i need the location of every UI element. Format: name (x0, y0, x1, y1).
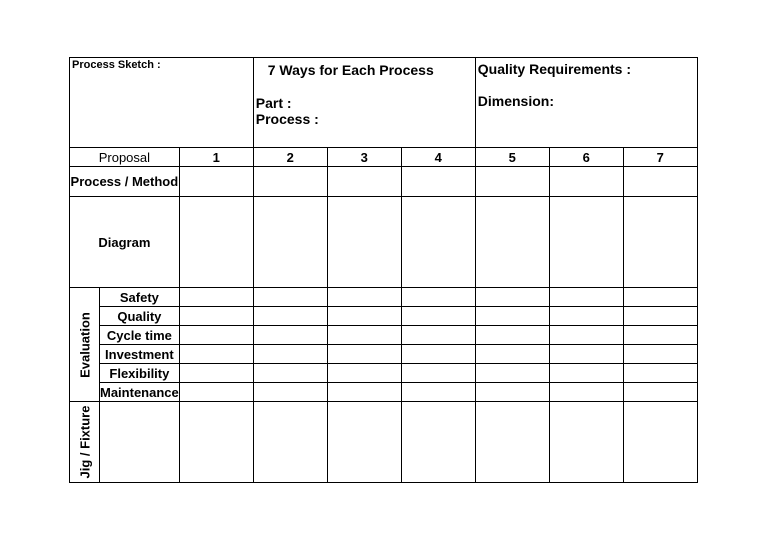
jig-fixture-label: Jig / Fixture (77, 405, 92, 479)
score-cell[interactable] (623, 383, 697, 402)
diagram-cell[interactable] (327, 197, 401, 288)
score-cell[interactable] (623, 364, 697, 383)
jig-fixture-cell[interactable] (623, 402, 697, 483)
diagram-cell[interactable] (475, 197, 549, 288)
header-row (70, 58, 698, 148)
score-cell[interactable] (401, 345, 475, 364)
score-cell[interactable] (401, 364, 475, 383)
criterion-label: Investment (100, 345, 180, 364)
process-method-cell[interactable] (549, 167, 623, 197)
evaluation-row (70, 383, 698, 402)
criterion-label: Quality (100, 307, 180, 326)
score-cell[interactable] (475, 383, 549, 402)
criterion-label: Cycle time (100, 326, 180, 345)
diagram-cell[interactable] (623, 197, 697, 288)
diagram-cell[interactable] (401, 197, 475, 288)
process-method-label: Process / Method (70, 167, 180, 197)
evaluation-row (70, 345, 698, 364)
evaluation-row (70, 326, 698, 345)
criterion-label: Safety (100, 288, 180, 307)
score-cell[interactable] (327, 383, 401, 402)
score-cell[interactable] (475, 307, 549, 326)
score-cell[interactable] (253, 345, 327, 364)
score-cell[interactable] (253, 326, 327, 345)
diagram-label: Diagram (70, 197, 180, 288)
score-cell[interactable] (623, 307, 697, 326)
score-cell[interactable] (327, 364, 401, 383)
process-info-cell[interactable] (253, 58, 475, 148)
jig-fixture-label-cell (70, 402, 100, 483)
evaluation-row (70, 288, 698, 307)
process-method-cell[interactable] (475, 167, 549, 197)
quality-requirements-title: Quality Requirements : (477, 61, 632, 77)
score-cell[interactable] (179, 383, 253, 402)
process-sketch-cell[interactable] (70, 58, 254, 148)
score-cell[interactable] (549, 326, 623, 345)
process-method-cell[interactable] (327, 167, 401, 197)
score-cell[interactable] (475, 364, 549, 383)
proposal-label: Proposal (70, 148, 180, 167)
evaluation-row (70, 364, 698, 383)
score-cell[interactable] (253, 307, 327, 326)
score-cell[interactable] (475, 326, 549, 345)
process-method-cell[interactable] (253, 167, 327, 197)
quality-requirements-cell[interactable] (475, 58, 697, 148)
evaluation-row (70, 307, 698, 326)
proposal-number: 2 (253, 148, 327, 167)
proposal-row (70, 148, 698, 167)
jig-fixture-cell[interactable] (549, 402, 623, 483)
score-cell[interactable] (401, 307, 475, 326)
process-method-cell[interactable] (623, 167, 697, 197)
score-cell[interactable] (179, 326, 253, 345)
score-cell[interactable] (623, 288, 697, 307)
process-method-cell[interactable] (401, 167, 475, 197)
proposal-number: 5 (475, 148, 549, 167)
score-cell[interactable] (401, 383, 475, 402)
score-cell[interactable] (327, 345, 401, 364)
score-cell[interactable] (179, 345, 253, 364)
diagram-cell[interactable] (253, 197, 327, 288)
score-cell[interactable] (179, 288, 253, 307)
score-cell[interactable] (401, 288, 475, 307)
score-cell[interactable] (549, 288, 623, 307)
criterion-label: Maintenance (100, 384, 179, 400)
dimension-label: Dimension: (477, 93, 554, 109)
process-sketch-label: Process Sketch : (72, 59, 161, 71)
score-cell[interactable] (623, 326, 697, 345)
proposal-number: 1 (179, 148, 253, 167)
evaluation-label: Evaluation (77, 311, 92, 378)
score-cell[interactable] (253, 364, 327, 383)
score-cell[interactable] (549, 364, 623, 383)
score-cell[interactable] (179, 307, 253, 326)
jig-fixture-cell[interactable] (253, 402, 327, 483)
jig-fixture-row (70, 402, 698, 483)
score-cell[interactable] (475, 345, 549, 364)
score-cell[interactable] (549, 345, 623, 364)
score-cell[interactable] (179, 364, 253, 383)
process-method-row (70, 167, 698, 197)
process-label: Process : (255, 111, 319, 127)
score-cell[interactable] (253, 288, 327, 307)
jig-fixture-cell[interactable] (327, 402, 401, 483)
diagram-cell[interactable] (179, 197, 253, 288)
proposal-number: 4 (401, 148, 475, 167)
jig-fixture-cell[interactable] (179, 402, 253, 483)
score-cell[interactable] (401, 326, 475, 345)
score-cell[interactable] (327, 326, 401, 345)
jig-fixture-cell[interactable] (401, 402, 475, 483)
process-method-cell[interactable] (179, 167, 253, 197)
jig-fixture-cell[interactable] (475, 402, 549, 483)
part-label: Part : (255, 95, 292, 111)
score-cell[interactable] (253, 383, 327, 402)
evaluation-label-cell (70, 288, 100, 402)
score-cell[interactable] (327, 288, 401, 307)
score-cell[interactable] (475, 288, 549, 307)
jig-fixture-blank-cell (100, 402, 180, 483)
score-cell[interactable] (549, 307, 623, 326)
score-cell[interactable] (327, 307, 401, 326)
proposal-number: 7 (623, 148, 697, 167)
proposal-number: 3 (327, 148, 401, 167)
diagram-row (70, 197, 698, 288)
proposal-number: 6 (549, 148, 623, 167)
diagram-cell[interactable] (549, 197, 623, 288)
ways-title: 7 Ways for Each Process (267, 62, 434, 78)
score-cell[interactable] (549, 383, 623, 402)
seven-ways-table (69, 57, 698, 483)
criterion-label: Flexibility (100, 364, 180, 383)
score-cell[interactable] (623, 345, 697, 364)
